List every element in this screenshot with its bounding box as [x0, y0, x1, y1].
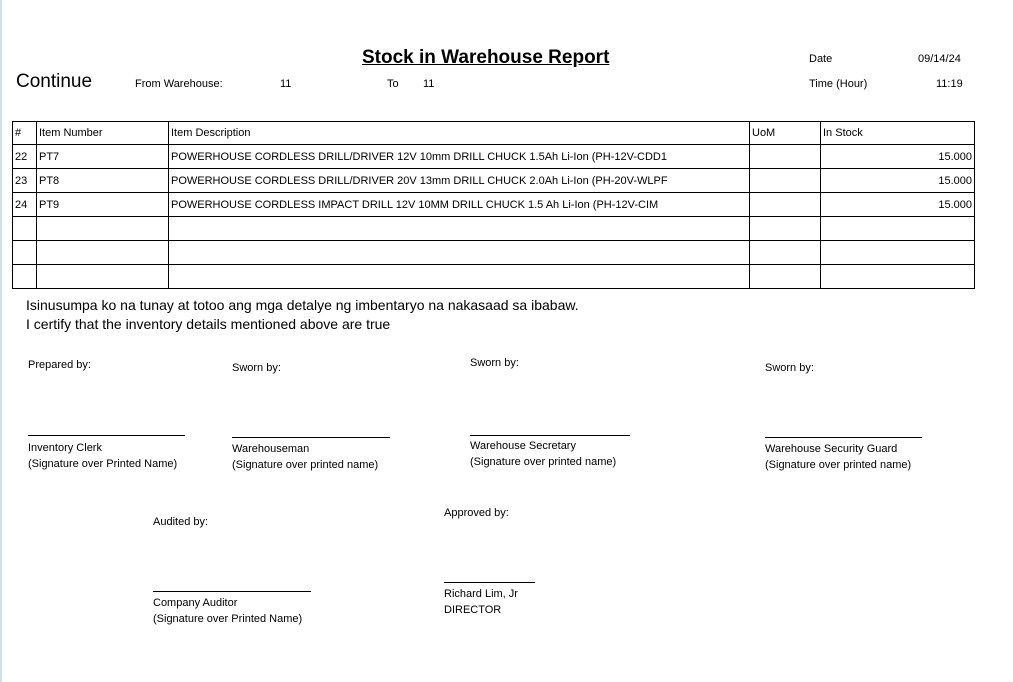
signature-line-warehouseman [232, 437, 390, 438]
certify-tagalog: Isinusumpa ko na tunay at totoo ang mga detalye ng imbentaryo na nakasaad sa ibabaw. [26, 297, 579, 313]
row-item-number [37, 265, 169, 289]
table-header-row [13, 122, 975, 145]
page-edge [0, 0, 2, 682]
row-item-number: PT9 [37, 193, 169, 217]
row-number: 22 [13, 145, 37, 169]
guard-subtitle: (Signature over printed name) [765, 459, 912, 471]
table-row-empty [13, 217, 975, 241]
row-number: 24 [13, 193, 37, 217]
sworn-by-label: Sworn by: [765, 362, 814, 374]
row-number [13, 217, 37, 241]
signature-line-director [444, 582, 535, 583]
from-warehouse-value: 11 [280, 78, 292, 90]
warehouseman-title: Warehouseman [232, 443, 310, 455]
row-in-stock: 15.000 [821, 169, 975, 193]
row-uom [750, 145, 821, 169]
audited-by-label: Audited by: [153, 516, 209, 528]
signature-line-secretary [470, 435, 630, 436]
row-in-stock [821, 241, 975, 265]
row-item-description: POWERHOUSE CORDLESS DRILL/DRIVER 12V 10mm DRILL CHUCK 1.5Ah Li-Ion (PH-12V-CDD1 [169, 145, 750, 169]
table-row [13, 193, 975, 217]
warehouseman-subtitle: (Signature over printed name) [232, 459, 379, 471]
auditor-title: Company Auditor [153, 597, 238, 609]
approved-by-label: Approved by: [444, 507, 509, 519]
date-value: 09/14/24 [918, 53, 961, 65]
stock-table [12, 121, 975, 289]
row-item-number [37, 241, 169, 265]
certify-english: I certify that the inventory details mentioned above are true [26, 316, 391, 332]
row-uom [750, 217, 821, 241]
clerk-title: Inventory Clerk [28, 442, 102, 454]
row-in-stock: 15.000 [821, 145, 975, 169]
signature-line-auditor [153, 591, 311, 592]
prepared-by-label: Prepared by: [28, 359, 91, 371]
time-label: Time (Hour) [809, 78, 868, 90]
secretary-title: Warehouse Secretary [470, 440, 576, 452]
row-uom [750, 193, 821, 217]
row-item-description [169, 217, 750, 241]
header-number: # [13, 122, 37, 145]
row-item-description [169, 241, 750, 265]
row-uom [750, 169, 821, 193]
director-title: DIRECTOR [444, 604, 502, 616]
row-number [13, 265, 37, 289]
signature-line-clerk [28, 435, 185, 436]
row-uom [750, 241, 821, 265]
row-number: 23 [13, 169, 37, 193]
table-row-empty [13, 265, 975, 289]
table-row [13, 169, 975, 193]
row-in-stock [821, 265, 975, 289]
header-in-stock: In Stock [821, 122, 975, 145]
signature-line-guard [765, 437, 922, 438]
report-title: Stock in Warehouse Report [362, 47, 610, 68]
row-item-description: POWERHOUSE CORDLESS IMPACT DRILL 12V 10MM DRILL CHUCK 1.5 Ah Li-Ion (PH-12V-CIM [169, 193, 750, 217]
to-value: 11 [423, 78, 435, 90]
secretary-subtitle: (Signature over printed name) [470, 456, 617, 468]
row-uom [750, 265, 821, 289]
director-name: Richard Lim, Jr [444, 588, 518, 600]
table-row-empty [13, 241, 975, 265]
row-in-stock: 15.000 [821, 193, 975, 217]
row-item-number: PT8 [37, 169, 169, 193]
sworn-by-label: Sworn by: [470, 357, 519, 369]
date-label: Date [809, 53, 833, 65]
row-number [13, 241, 37, 265]
to-label: To [387, 78, 399, 90]
clerk-subtitle: (Signature over Printed Name) [28, 458, 178, 470]
continue-label: Continue [16, 71, 93, 92]
header-item-number: Item Number [37, 122, 169, 145]
auditor-subtitle: (Signature over Printed Name) [153, 613, 303, 625]
header-item-description: Item Description [169, 122, 750, 145]
guard-title: Warehouse Security Guard [765, 443, 898, 455]
from-warehouse-label: From Warehouse: [135, 78, 223, 90]
row-item-number: PT7 [37, 145, 169, 169]
row-in-stock [821, 217, 975, 241]
time-value: 11:19 [936, 78, 963, 90]
row-item-number [37, 217, 169, 241]
sworn-by-label: Sworn by: [232, 362, 281, 374]
row-item-description [169, 265, 750, 289]
row-item-description: POWERHOUSE CORDLESS DRILL/DRIVER 20V 13mm DRILL CHUCK 2.0Ah Li-Ion (PH-20V-WLPF [169, 169, 750, 193]
table-row [13, 145, 975, 169]
header-uom: UoM [750, 122, 821, 145]
